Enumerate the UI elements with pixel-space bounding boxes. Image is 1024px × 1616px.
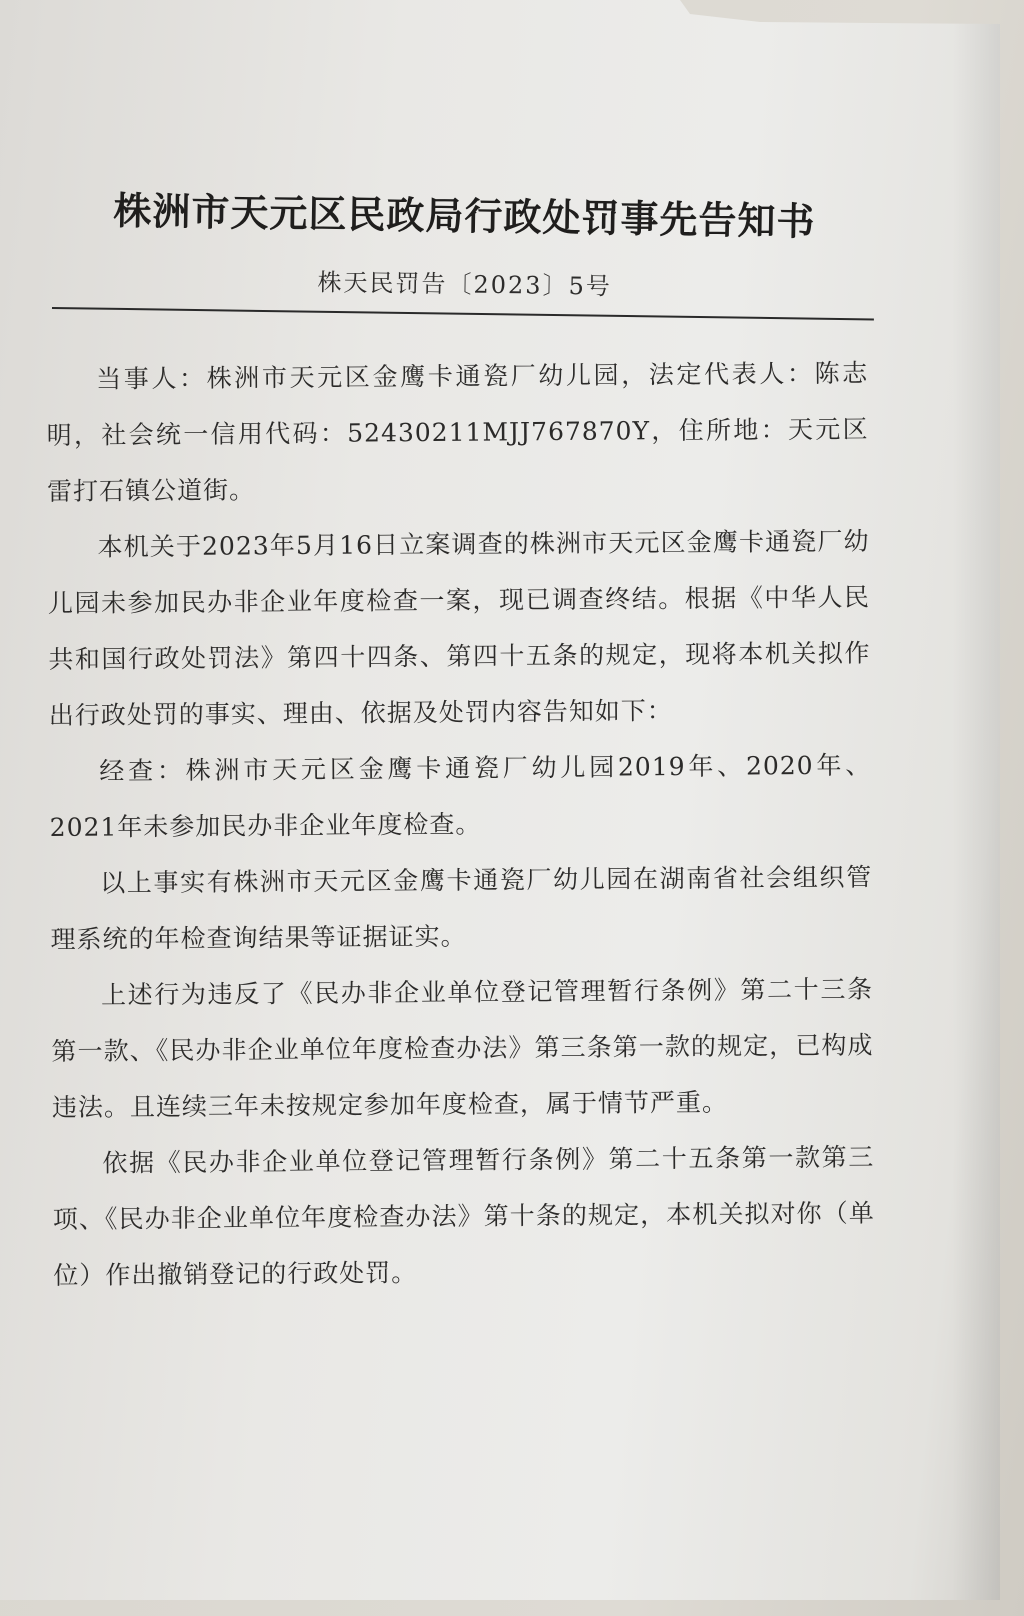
document-number: 株天民罚告〔2023〕5号: [317, 268, 613, 301]
header-divider: [52, 307, 874, 320]
paragraph-penalty: 依据《民办非企业单位登记管理暂行条例》第二十五条第一款第三项、《民办非企业单位年度检查办法》第十条的规定，本机关拟对你（单位）作出撤销登记的行政处罚。: [52, 1142, 875, 1290]
paragraph-party: 当事人：株洲市天元区金鹰卡通瓷厂幼儿园，法定代表人：陈志明，社会统一信用代码：52430211MJJ767870Y，住所地：天元区雷打石镇公道街。: [46, 358, 869, 506]
document-title: 株洲市天元区民政局行政处罚事先告知书: [113, 187, 816, 244]
paragraph-violation: 上述行为违反了《民办非企业单位登记管理暂行条例》第二十三条第一款、《民办非企业单位年度检查办法》第三条第一款的规定，已构成违法。且连续三年未按规定参加年度检查，属于情节严重。: [51, 974, 874, 1122]
paragraph-case-intro: 本机关于2023年5月16日立案调查的株洲市天元区金鹰卡通瓷厂幼儿园未参加民办非企业年度检查一案，现已调查终结。根据《中华人民共和国行政处罚法》第四十四条、第四十五条的规定，现将本机关拟作出行政处罚的事实、理由、依据及处罚内容告知如下：: [47, 526, 871, 730]
paragraph-evidence: 以上事实有株洲市天元区金鹰卡通瓷厂幼儿园在湖南省社会组织管理系统的年检查询结果等证据证实。: [50, 862, 873, 954]
document-body: [46, 346, 875, 1304]
paragraph-findings: 经查：株洲市天元区金鹰卡通瓷厂幼儿园2019年、2020年、2021年未参加民办非企业年度检查。: [49, 750, 872, 842]
